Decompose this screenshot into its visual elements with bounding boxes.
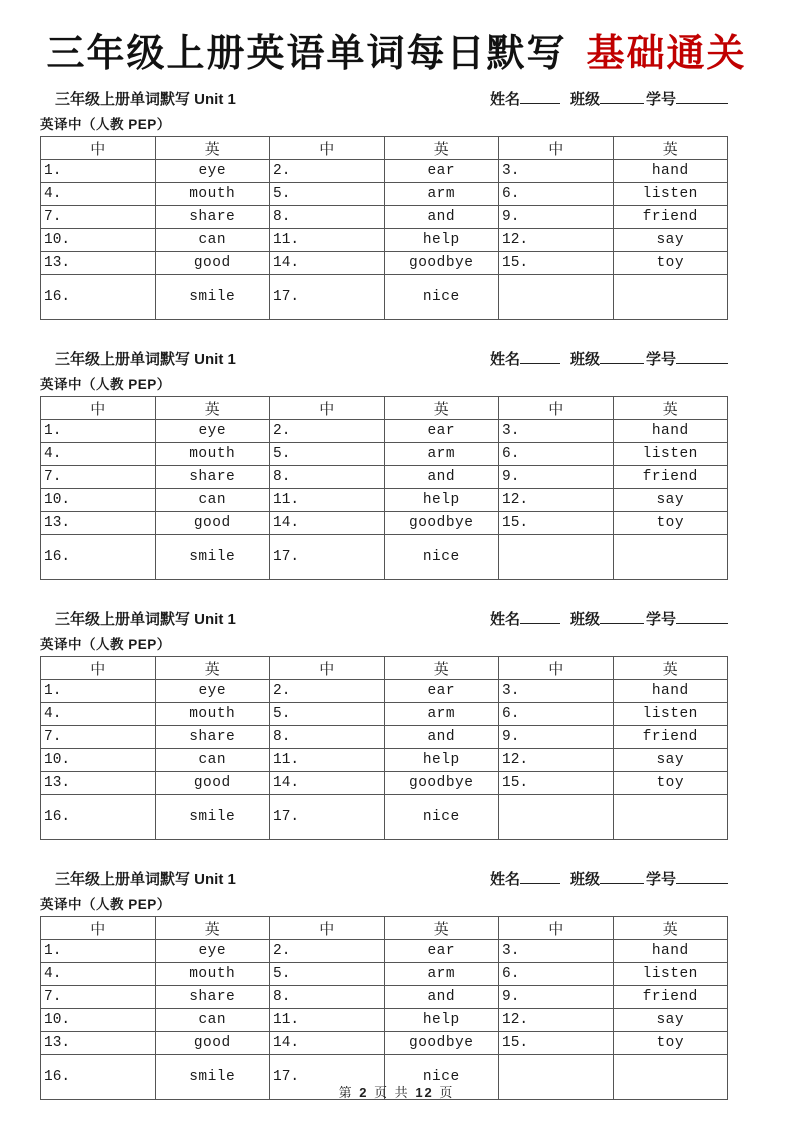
- number-cell: 15.: [499, 1032, 614, 1055]
- field-student-id: [646, 91, 728, 108]
- section-title: 三年级上册单词默写 Unit 1: [55, 611, 236, 628]
- number-cell: 13.: [41, 252, 156, 275]
- section-header: [40, 350, 728, 370]
- column-header-chinese: 中: [41, 917, 156, 940]
- table-header-row: [41, 917, 728, 940]
- field-student-id-blank-line: [676, 91, 728, 104]
- number-cell: [499, 535, 614, 580]
- field-name: [490, 351, 560, 368]
- word-cell: eye: [155, 940, 270, 963]
- field-class-label: 班级: [569, 351, 600, 368]
- section-subtitle: 英译中（人教 PEP）: [40, 117, 171, 132]
- section-header: [40, 870, 728, 890]
- table-row: [41, 489, 728, 512]
- section-subtitle: 英译中（人教 PEP）: [40, 377, 171, 392]
- table-row: [41, 986, 728, 1009]
- table-row: [41, 229, 728, 252]
- number-cell: 14.: [270, 1032, 385, 1055]
- number-cell: 1.: [41, 680, 156, 703]
- word-cell: eye: [155, 420, 270, 443]
- word-cell: smile: [155, 275, 270, 320]
- number-cell: 5.: [270, 183, 385, 206]
- field-class-blank-line: [600, 871, 644, 884]
- number-cell: 17.: [270, 535, 385, 580]
- word-cell: arm: [384, 443, 499, 466]
- number-cell: 7.: [41, 466, 156, 489]
- word-cell: ear: [384, 420, 499, 443]
- number-cell: 14.: [270, 772, 385, 795]
- number-cell: 7.: [41, 726, 156, 749]
- number-cell: 5.: [270, 443, 385, 466]
- field-name-blank-line: [520, 91, 560, 104]
- table-row: [41, 420, 728, 443]
- field-class-label: 班级: [569, 871, 600, 888]
- word-cell: good: [155, 772, 270, 795]
- word-cell: toy: [613, 252, 728, 275]
- word-cell: goodbye: [384, 252, 499, 275]
- word-cell: mouth: [155, 703, 270, 726]
- table-header-row: [41, 137, 728, 160]
- table-row: [41, 1032, 728, 1055]
- word-table: [40, 396, 728, 580]
- number-cell: 11.: [270, 489, 385, 512]
- number-cell: 11.: [270, 1009, 385, 1032]
- column-header-english: 英: [613, 397, 728, 420]
- word-cell: say: [613, 1009, 728, 1032]
- number-cell: 10.: [41, 489, 156, 512]
- number-cell: 12.: [499, 749, 614, 772]
- section-header: [40, 90, 728, 110]
- word-cell: listen: [613, 703, 728, 726]
- column-header-english: 英: [155, 917, 270, 940]
- table-row: [41, 160, 728, 183]
- word-cell: toy: [613, 772, 728, 795]
- table-row: [41, 512, 728, 535]
- number-cell: 11.: [270, 229, 385, 252]
- word-cell: share: [155, 726, 270, 749]
- field-name: [490, 871, 560, 888]
- number-cell: [499, 795, 614, 840]
- word-cell: can: [155, 489, 270, 512]
- table-row: [41, 535, 728, 580]
- word-cell: friend: [613, 206, 728, 229]
- word-cell: hand: [613, 680, 728, 703]
- section-subtitle: 英译中（人教 PEP）: [40, 897, 171, 912]
- number-cell: 9.: [499, 726, 614, 749]
- student-fields: [490, 610, 728, 630]
- word-cell: goodbye: [384, 512, 499, 535]
- column-header-english: 英: [384, 917, 499, 940]
- section-title: 三年级上册单词默写 Unit 1: [55, 871, 236, 888]
- field-class-blank-line: [600, 91, 644, 104]
- table-row: [41, 252, 728, 275]
- footer-total-pages: 12: [415, 1085, 434, 1100]
- number-cell: 9.: [499, 466, 614, 489]
- word-cell: say: [613, 489, 728, 512]
- table-row: [41, 772, 728, 795]
- number-cell: 8.: [270, 206, 385, 229]
- word-cell: share: [155, 986, 270, 1009]
- number-cell: 7.: [41, 986, 156, 1009]
- number-cell: 5.: [270, 963, 385, 986]
- column-header-chinese: 中: [41, 657, 156, 680]
- field-class: [570, 611, 644, 628]
- table-row: [41, 940, 728, 963]
- word-cell: nice: [384, 1055, 499, 1100]
- section-title: 三年级上册单词默写 Unit 1: [55, 91, 236, 108]
- number-cell: 4.: [41, 183, 156, 206]
- number-cell: 13.: [41, 772, 156, 795]
- word-cell: friend: [613, 466, 728, 489]
- number-cell: 11.: [270, 749, 385, 772]
- word-cell: eye: [155, 680, 270, 703]
- dictation-section: [40, 90, 728, 320]
- field-class-blank-line: [600, 351, 644, 364]
- document-title: [0, 0, 793, 76]
- number-cell: 17.: [270, 275, 385, 320]
- field-class-label: 班级: [569, 91, 600, 108]
- number-cell: 16.: [41, 275, 156, 320]
- student-fields: [490, 350, 728, 370]
- number-cell: 8.: [270, 726, 385, 749]
- dictation-section: [40, 870, 728, 1100]
- word-cell: nice: [384, 275, 499, 320]
- column-header-english: 英: [384, 137, 499, 160]
- field-name-blank-line: [520, 351, 560, 364]
- field-student-id: [646, 611, 728, 628]
- table-header-row: [41, 397, 728, 420]
- footer-prefix: 第: [338, 1085, 354, 1100]
- column-header-english: 英: [613, 657, 728, 680]
- word-cell: good: [155, 512, 270, 535]
- word-cell: [613, 795, 728, 840]
- footer-page-number: 2: [359, 1085, 369, 1100]
- field-student-id-blank-line: [676, 871, 728, 884]
- word-cell: nice: [384, 535, 499, 580]
- number-cell: 6.: [499, 703, 614, 726]
- word-cell: ear: [384, 160, 499, 183]
- table-row: [41, 795, 728, 840]
- word-cell: toy: [613, 1032, 728, 1055]
- number-cell: 3.: [499, 160, 614, 183]
- number-cell: 6.: [499, 963, 614, 986]
- title-main: 三年级上册英语单词每日默写: [46, 30, 567, 75]
- number-cell: 8.: [270, 986, 385, 1009]
- word-cell: help: [384, 229, 499, 252]
- word-cell: share: [155, 466, 270, 489]
- title-badge: 基础通关: [586, 30, 747, 75]
- word-cell: and: [384, 206, 499, 229]
- number-cell: 4.: [41, 703, 156, 726]
- dictation-section: [40, 610, 728, 840]
- word-cell: goodbye: [384, 1032, 499, 1055]
- number-cell: 2.: [270, 680, 385, 703]
- column-header-chinese: 中: [270, 397, 385, 420]
- field-student-id: [646, 871, 728, 888]
- number-cell: 2.: [270, 160, 385, 183]
- field-student-id-label: 学号: [645, 871, 676, 888]
- column-header-chinese: 中: [499, 917, 614, 940]
- number-cell: 3.: [499, 420, 614, 443]
- word-cell: smile: [155, 535, 270, 580]
- column-header-chinese: 中: [41, 137, 156, 160]
- field-class: [570, 351, 644, 368]
- number-cell: 5.: [270, 703, 385, 726]
- word-cell: hand: [613, 940, 728, 963]
- word-cell: ear: [384, 680, 499, 703]
- word-table: [40, 916, 728, 1100]
- column-header-english: 英: [384, 657, 499, 680]
- word-cell: and: [384, 726, 499, 749]
- number-cell: 10.: [41, 1009, 156, 1032]
- number-cell: 15.: [499, 772, 614, 795]
- word-cell: good: [155, 1032, 270, 1055]
- column-header-chinese: 中: [499, 397, 614, 420]
- word-cell: eye: [155, 160, 270, 183]
- table-row: [41, 206, 728, 229]
- word-table: [40, 656, 728, 840]
- table-row: [41, 749, 728, 772]
- number-cell: 17.: [270, 1055, 385, 1100]
- word-cell: smile: [155, 1055, 270, 1100]
- table-row: [41, 466, 728, 489]
- number-cell: 16.: [41, 535, 156, 580]
- table-row: [41, 680, 728, 703]
- word-cell: friend: [613, 986, 728, 1009]
- page-footer: [0, 1082, 793, 1101]
- number-cell: 13.: [41, 512, 156, 535]
- table-row: [41, 183, 728, 206]
- field-name: [490, 91, 560, 108]
- word-cell: arm: [384, 703, 499, 726]
- word-cell: say: [613, 749, 728, 772]
- field-student-id: [646, 351, 728, 368]
- column-header-chinese: 中: [270, 657, 385, 680]
- table-row: [41, 443, 728, 466]
- word-cell: can: [155, 1009, 270, 1032]
- number-cell: 4.: [41, 443, 156, 466]
- number-cell: 1.: [41, 940, 156, 963]
- student-fields: [490, 90, 728, 110]
- word-cell: goodbye: [384, 772, 499, 795]
- word-cell: listen: [613, 963, 728, 986]
- word-cell: arm: [384, 963, 499, 986]
- field-class-blank-line: [600, 611, 644, 624]
- word-cell: help: [384, 489, 499, 512]
- word-cell: help: [384, 1009, 499, 1032]
- number-cell: 3.: [499, 940, 614, 963]
- number-cell: 4.: [41, 963, 156, 986]
- column-header-english: 英: [613, 137, 728, 160]
- number-cell: 10.: [41, 749, 156, 772]
- number-cell: [499, 275, 614, 320]
- word-cell: hand: [613, 160, 728, 183]
- field-class: [570, 871, 644, 888]
- field-name-label: 姓名: [489, 611, 520, 628]
- number-cell: 12.: [499, 1009, 614, 1032]
- field-student-id-blank-line: [676, 351, 728, 364]
- column-header-chinese: 中: [270, 137, 385, 160]
- word-cell: mouth: [155, 443, 270, 466]
- word-cell: say: [613, 229, 728, 252]
- field-name-label: 姓名: [489, 871, 520, 888]
- number-cell: 1.: [41, 420, 156, 443]
- word-table: [40, 136, 728, 320]
- footer-middle: 页 共: [374, 1085, 410, 1100]
- word-cell: arm: [384, 183, 499, 206]
- number-cell: 15.: [499, 252, 614, 275]
- number-cell: 16.: [41, 1055, 156, 1100]
- field-name-label: 姓名: [489, 351, 520, 368]
- field-student-id-blank-line: [676, 611, 728, 624]
- field-class-label: 班级: [569, 611, 600, 628]
- student-fields: [490, 870, 728, 890]
- word-cell: can: [155, 229, 270, 252]
- word-cell: mouth: [155, 963, 270, 986]
- number-cell: 16.: [41, 795, 156, 840]
- word-cell: ear: [384, 940, 499, 963]
- word-cell: and: [384, 466, 499, 489]
- table-header-row: [41, 657, 728, 680]
- column-header-english: 英: [613, 917, 728, 940]
- number-cell: 10.: [41, 229, 156, 252]
- column-header-english: 英: [155, 657, 270, 680]
- number-cell: 3.: [499, 680, 614, 703]
- word-cell: nice: [384, 795, 499, 840]
- number-cell: 17.: [270, 795, 385, 840]
- word-cell: and: [384, 986, 499, 1009]
- number-cell: 14.: [270, 252, 385, 275]
- word-cell: share: [155, 206, 270, 229]
- word-cell: mouth: [155, 183, 270, 206]
- table-row: [41, 703, 728, 726]
- number-cell: 6.: [499, 443, 614, 466]
- word-cell: good: [155, 252, 270, 275]
- word-cell: [613, 535, 728, 580]
- field-student-id-label: 学号: [645, 351, 676, 368]
- column-header-chinese: 中: [270, 917, 385, 940]
- section-header: [40, 610, 728, 630]
- number-cell: 1.: [41, 160, 156, 183]
- column-header-chinese: 中: [499, 657, 614, 680]
- sections-container: [0, 90, 793, 1100]
- column-header-english: 英: [155, 137, 270, 160]
- column-header-chinese: 中: [41, 397, 156, 420]
- word-cell: toy: [613, 512, 728, 535]
- field-name-blank-line: [520, 871, 560, 884]
- word-cell: help: [384, 749, 499, 772]
- word-cell: listen: [613, 443, 728, 466]
- number-cell: 7.: [41, 206, 156, 229]
- number-cell: 6.: [499, 183, 614, 206]
- table-row: [41, 726, 728, 749]
- field-name-blank-line: [520, 611, 560, 624]
- footer-suffix: 页: [439, 1085, 455, 1100]
- table-row: [41, 275, 728, 320]
- word-cell: smile: [155, 795, 270, 840]
- dictation-section: [40, 350, 728, 580]
- number-cell: 15.: [499, 512, 614, 535]
- field-name: [490, 611, 560, 628]
- column-header-chinese: 中: [499, 137, 614, 160]
- number-cell: 9.: [499, 206, 614, 229]
- word-cell: listen: [613, 183, 728, 206]
- word-cell: [613, 275, 728, 320]
- word-cell: friend: [613, 726, 728, 749]
- word-cell: hand: [613, 420, 728, 443]
- number-cell: 13.: [41, 1032, 156, 1055]
- column-header-english: 英: [155, 397, 270, 420]
- number-cell: 12.: [499, 489, 614, 512]
- field-student-id-label: 学号: [645, 91, 676, 108]
- section-title: 三年级上册单词默写 Unit 1: [55, 351, 236, 368]
- number-cell: 14.: [270, 512, 385, 535]
- table-row: [41, 1009, 728, 1032]
- field-student-id-label: 学号: [645, 611, 676, 628]
- field-name-label: 姓名: [489, 91, 520, 108]
- number-cell: 9.: [499, 986, 614, 1009]
- section-subtitle: 英译中（人教 PEP）: [40, 637, 171, 652]
- table-row: [41, 963, 728, 986]
- field-class: [570, 91, 644, 108]
- number-cell: 12.: [499, 229, 614, 252]
- number-cell: 2.: [270, 940, 385, 963]
- word-cell: can: [155, 749, 270, 772]
- number-cell: 8.: [270, 466, 385, 489]
- number-cell: 2.: [270, 420, 385, 443]
- column-header-english: 英: [384, 397, 499, 420]
